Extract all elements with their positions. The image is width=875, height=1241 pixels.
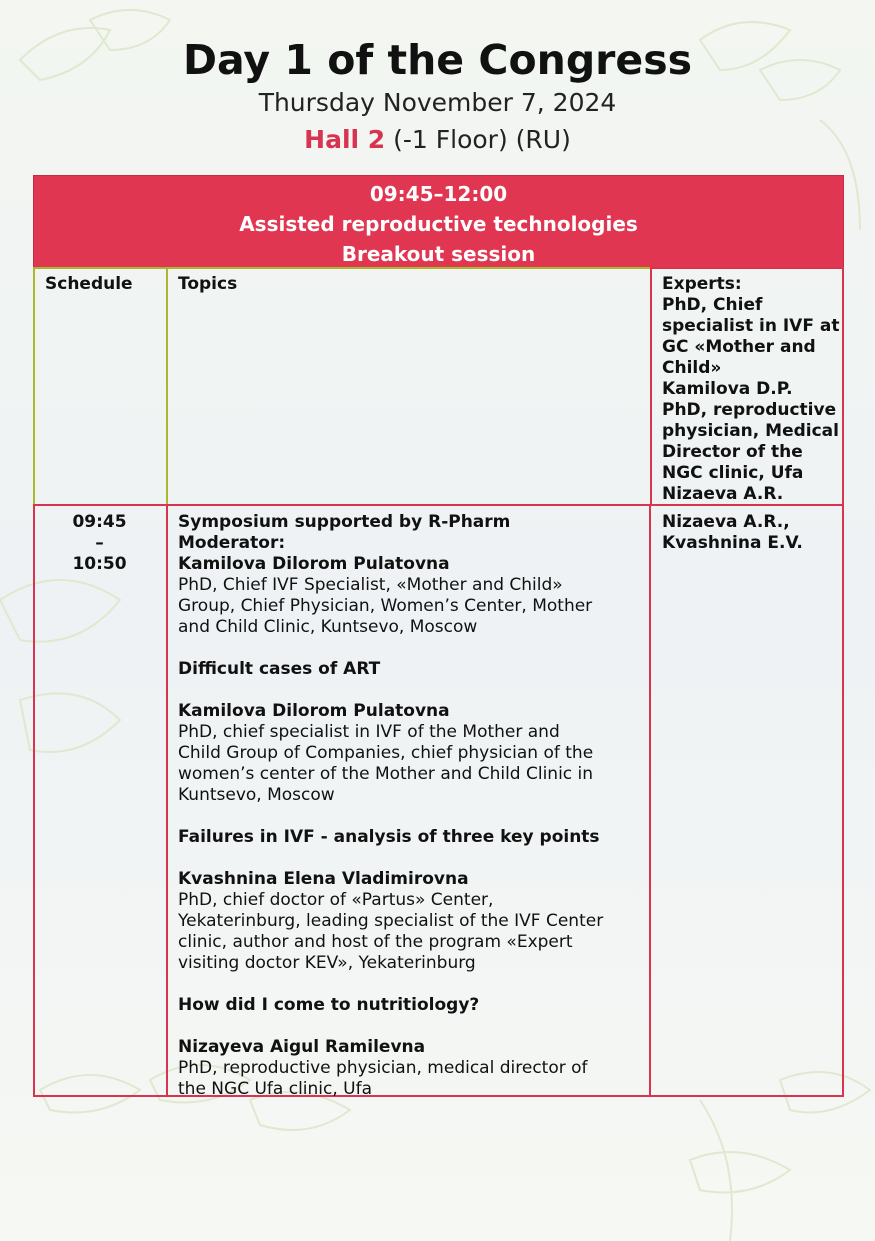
column-divider: [166, 267, 168, 506]
row-time: 09:45 – 10:50: [72, 512, 127, 574]
row-topics: Symposium supported by R-Pharm Moderator: Kamilova Dilorom Pulatovna PhD, Chief IVF Specialist, «Mother and Child» Group, Chief Physician, Women’s Center, Mother and Child Clinic, Kuntsevo, Moscow Difficult cases of ART Kamilova Dilorom Pulatovna PhD, chief specialist in IVF of the Mother and Child Group of Companies, chief physician of the women’s center of the Mother and Child Clinic in Kuntsevo, Moscow Failures in IVF - analysis of three key points Kvashnina Elena Vladimirovna PhD, chief doctor of «Partus» Center, Yekaterinburg, leading specialist of the IVF Center clinic, author and host of the program «Expert visiting doctor KEV», Yekaterinburg How did I come to nutritiology? Nizayeva Aigul Ramilevna PhD, reproductive physician, medical director of the NGC Ufa clinic, Ufa: [178, 512, 646, 1100]
moderator-name: Kamilova Dilorom Pulatovna: [178, 554, 450, 574]
speaker-name: Kamilova Dilorom Pulatovna: [178, 701, 450, 721]
column-divider: [649, 504, 651, 1097]
session-time: 09:45–12:00: [369, 182, 508, 206]
moderator-label: Moderator:: [178, 533, 286, 553]
hall-name: Hall 2: [304, 125, 386, 154]
talk-title: Failures in IVF - analysis of three key points: [178, 827, 600, 847]
session-banner: [33, 175, 844, 268]
column-header-topics: Topics: [178, 274, 238, 294]
page-title: Day 1 of the Congress: [182, 36, 693, 84]
session-name: Assisted reproductive technologies: [239, 212, 638, 236]
speaker-name: Nizayeva Aigul Ramilevna: [178, 1037, 426, 1057]
talk-title: Difficult cases of ART: [178, 659, 381, 679]
hall-info: [0, 124, 875, 156]
talk-title: How did I come to nutritiology?: [178, 995, 480, 1015]
speaker-name: Kvashnina Elena Vladimirovna: [178, 869, 469, 889]
session-type: Breakout session: [341, 242, 536, 266]
event-date: Thursday November 7, 2024: [258, 88, 617, 117]
table-header-row: [33, 267, 652, 506]
column-header-experts: Experts: PhD, Chief specialist in IVF at GC «Mother and Child» Kamilova D.P. PhD, reproductive physician, Medical Director of the NGC clinic, Ufa Nizaeva A.R.: [662, 274, 840, 504]
row-experts: Nizaeva A.R., Kvashnina E.V.: [662, 512, 803, 553]
column-divider: [166, 504, 168, 1097]
symposium-title: Symposium supported by R-Pharm: [178, 512, 511, 532]
hall-detail: (-1 Floor) (RU): [385, 125, 571, 154]
column-header-schedule: Schedule: [45, 274, 133, 294]
